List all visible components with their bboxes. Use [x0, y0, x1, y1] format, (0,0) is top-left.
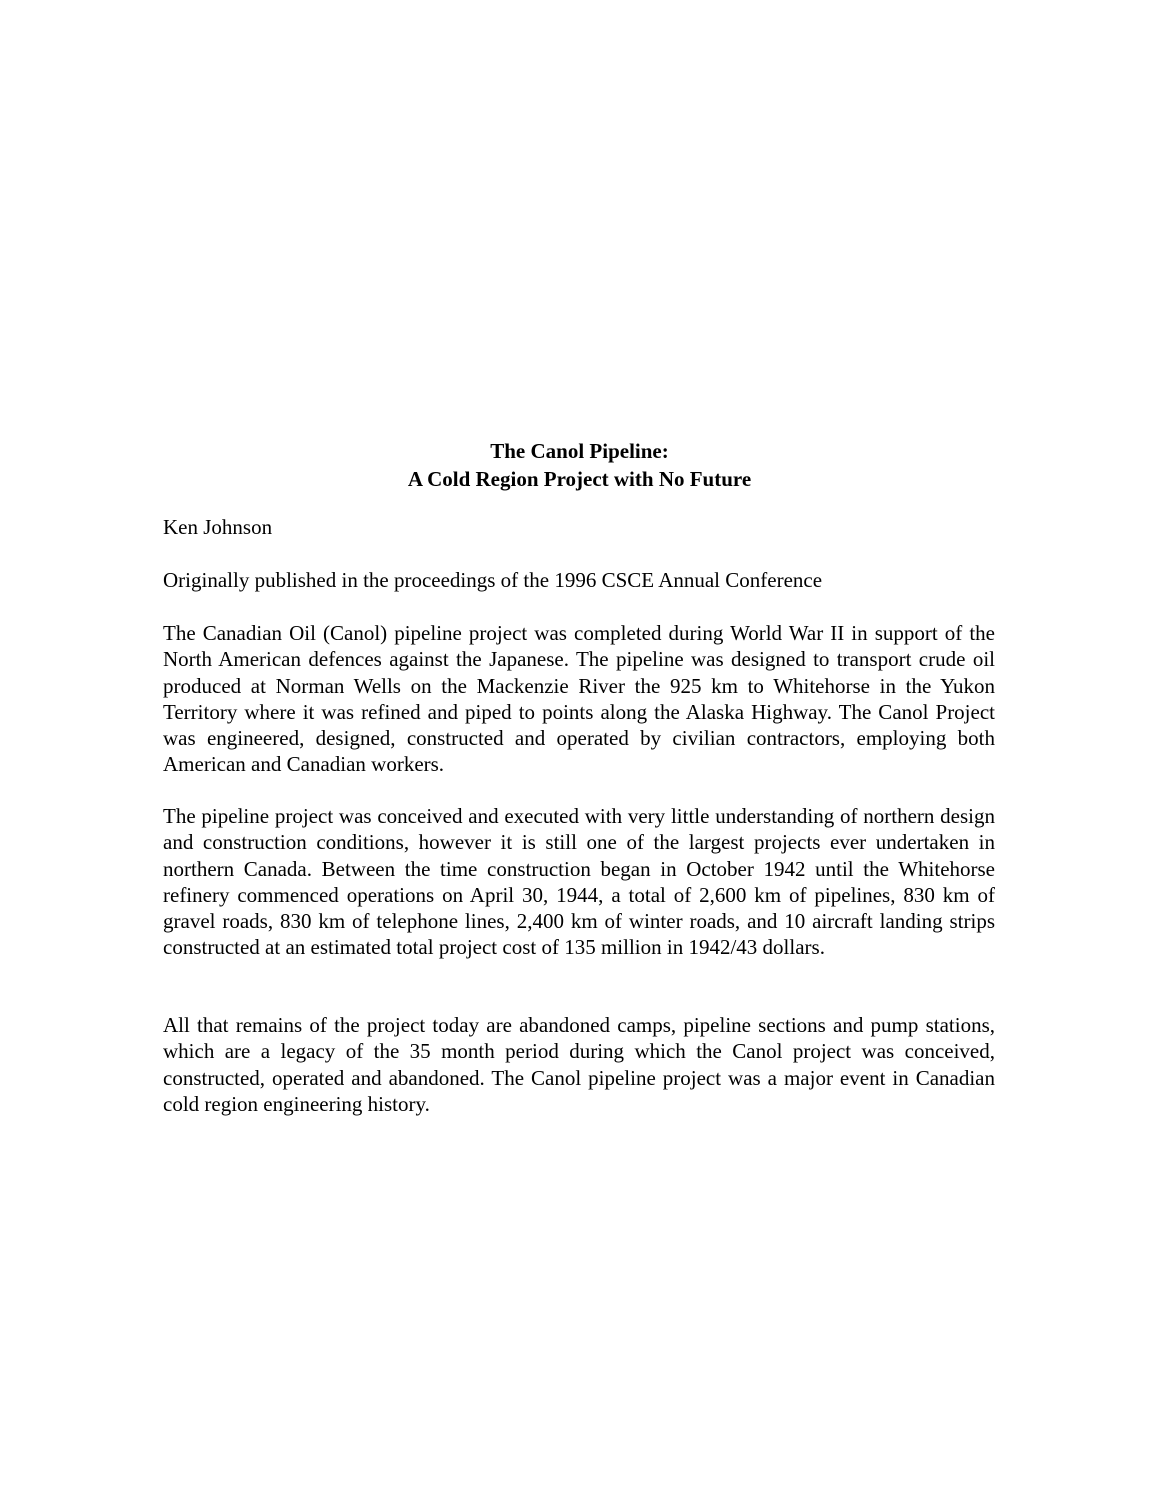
document-title: [0, 437, 1159, 493]
author-name: Ken Johnson: [163, 515, 273, 539]
title-line-2: A Cold Region Project with No Future: [407, 467, 752, 491]
paragraph-3: All that remains of the project today are abandoned camps, pipeline sections and pump stations, which are a legacy of the 35 month period during which the Canol project was conceived, constructed, operated and abandoned. The Canol pipeline project was a major event in Canadian cold region engineering history.: [163, 1013, 995, 1116]
paragraph-1: The Canadian Oil (Canol) pipeline project was completed during World War II in support of the North American defences against the Japanese. The pipeline was designed to transport crude oil produced at Norman Wells on the Mackenzie River the 925 km to Whitehorse in the Yukon Territory where it was refined and piped to points along the Alaska Highway. The Canol Project was engineered, designed, constructed and operated by civilian contractors, employing both American and Canadian workers.: [163, 621, 995, 777]
paragraph-2: The pipeline project was conceived and executed with very little understanding of northern design and construction conditions, however it is still one of the largest projects ever undertaken in northern Canada. Between the time construction began in October 1942 until the Whitehorse refinery commenced operations on April 30, 1944, a total of 2,600 km of pipelines, 830 km of gravel roads, 830 km of telephone lines, 2,400 km of winter roads, and 10 aircraft landing strips constructed at an estimated total project cost of 135 million in 1942/43 dollars.: [163, 804, 995, 960]
title-line-1: The Canol Pipeline:: [490, 439, 669, 463]
publication-note: Originally published in the proceedings of the 1996 CSCE Annual Conference: [163, 568, 823, 592]
